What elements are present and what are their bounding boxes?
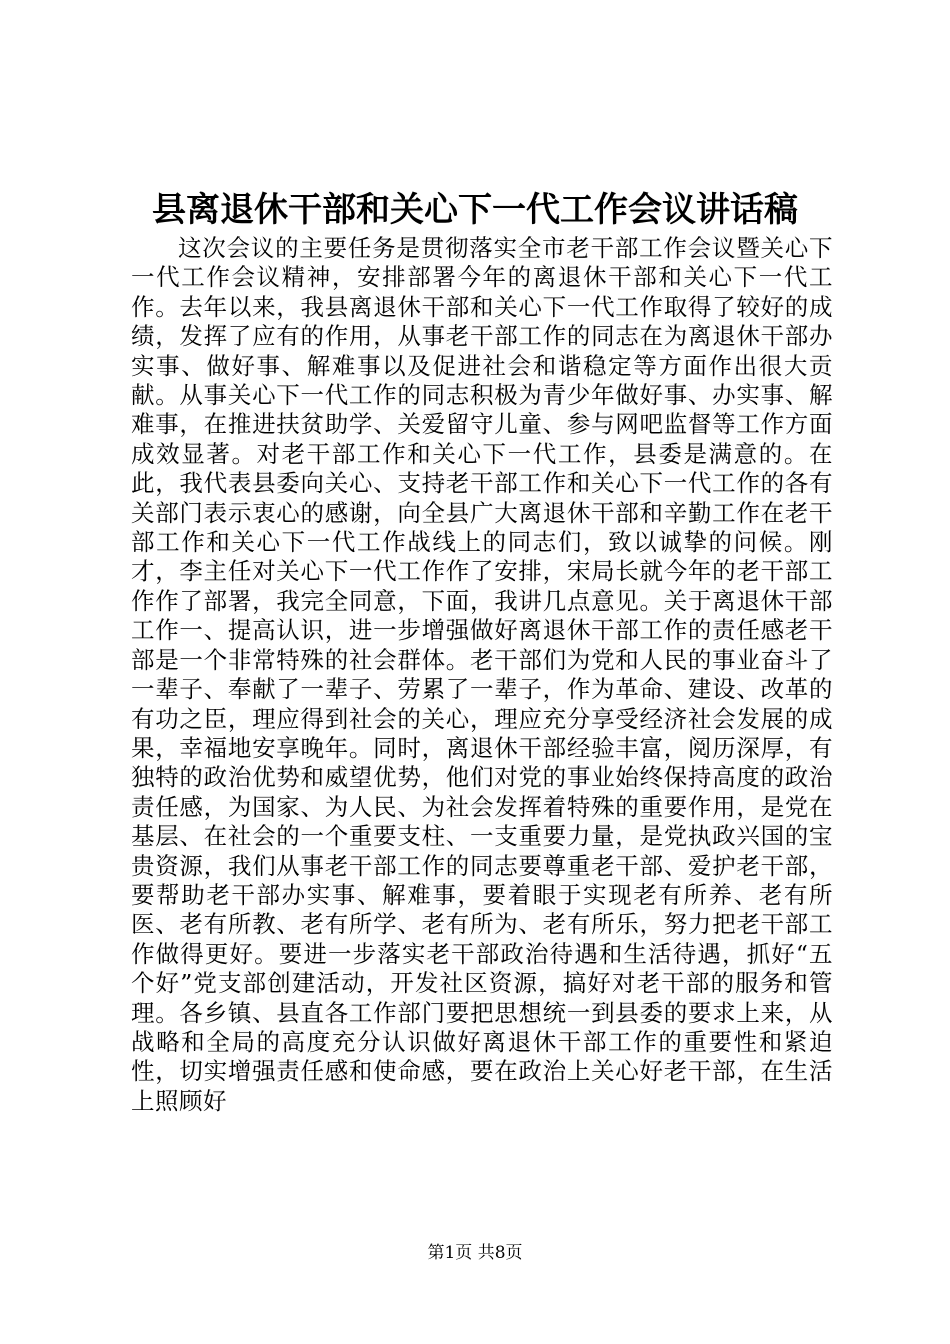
document-body-paragraph: 这次会议的主要任务是贯彻落实全市老干部工作会议暨关心下一代工作会议精神，安排部署今年的离退休干部和关心下一代工作。去年以来，我县离退休干部和关心下一代工作取得了较好的成绩，发挥了应有的作用，从事老干部工作的同志在为离退休干部办实事、做好事、解难事以及促进社会和谐稳定等方面作出很大贡献。从事关心下一代工作的同志积极为青少年做好事、办实事、解难事，在推进扶贫助学、关爱留守儿童、参与网吧监督等工作方面成效显著。对老干部工作和关心下一代工作，县委是满意的。在此，我代表县委向关心、支持老干部工作和关心下一代工作的各有关部门表示衷心的感谢，向全县广大离退休干部和辛勤工作在老干部工作和关心下一代工作战线上的同志们，致以诚挚的问候。刚才，李主任对关心下一代工作作了安排，宋局长就今年的老干部工作作了部署，我完全同意，下面，我讲几点意见。关于离退休干部工作一、提高认识，进一步增强做好离退休干部工作的责任感老干部是一个非常特殊的社会群体。老干部们为党和人民的事业奋斗了一辈子、奉献了一辈子、劳累了一辈子，作为革命、建设、改革的有功之臣，理应得到社会的关心，理应充分享受经济社会发展的成果，幸福地安享晚年。同时，离退休干部经验丰富，阅历深厚，有独特的政治优势和威望优势，他们对党的事业始终保持高度的政治责任感，为国家、为人民、为社会发挥着特殊的重要作用，是党在基层、在社会的一个重要支柱、一支重要力量，是党执政兴国的宝贵资源，我们从事老干部工作的同志要尊重老干部、爱护老干部，要帮助老干部办实事、解难事，要着眼于实现老有所养、老有所医、老有所教、老有所学、老有所为、老有所乐，努力把老干部工作做得更好。要进一步落实老干部政治待遇和生活待遇，抓好“五个好”党支部创建活动，开发社区资源，搞好对老干部的服务和管理。各乡镇、县直各工作部门要把思想统一到县委的要求上来，从战略和全局的高度充分认识做好离退休干部工作的重要性和紧迫性，切实增强责任感和使命感，要在政治上关心好老干部，在生活上照顾好 <box>131 234 833 1115</box>
document-title: 县离退休干部和关心下一代工作会议讲话稿 <box>152 190 798 230</box>
page-number-footer: 第1页 共8页 <box>427 1243 523 1263</box>
